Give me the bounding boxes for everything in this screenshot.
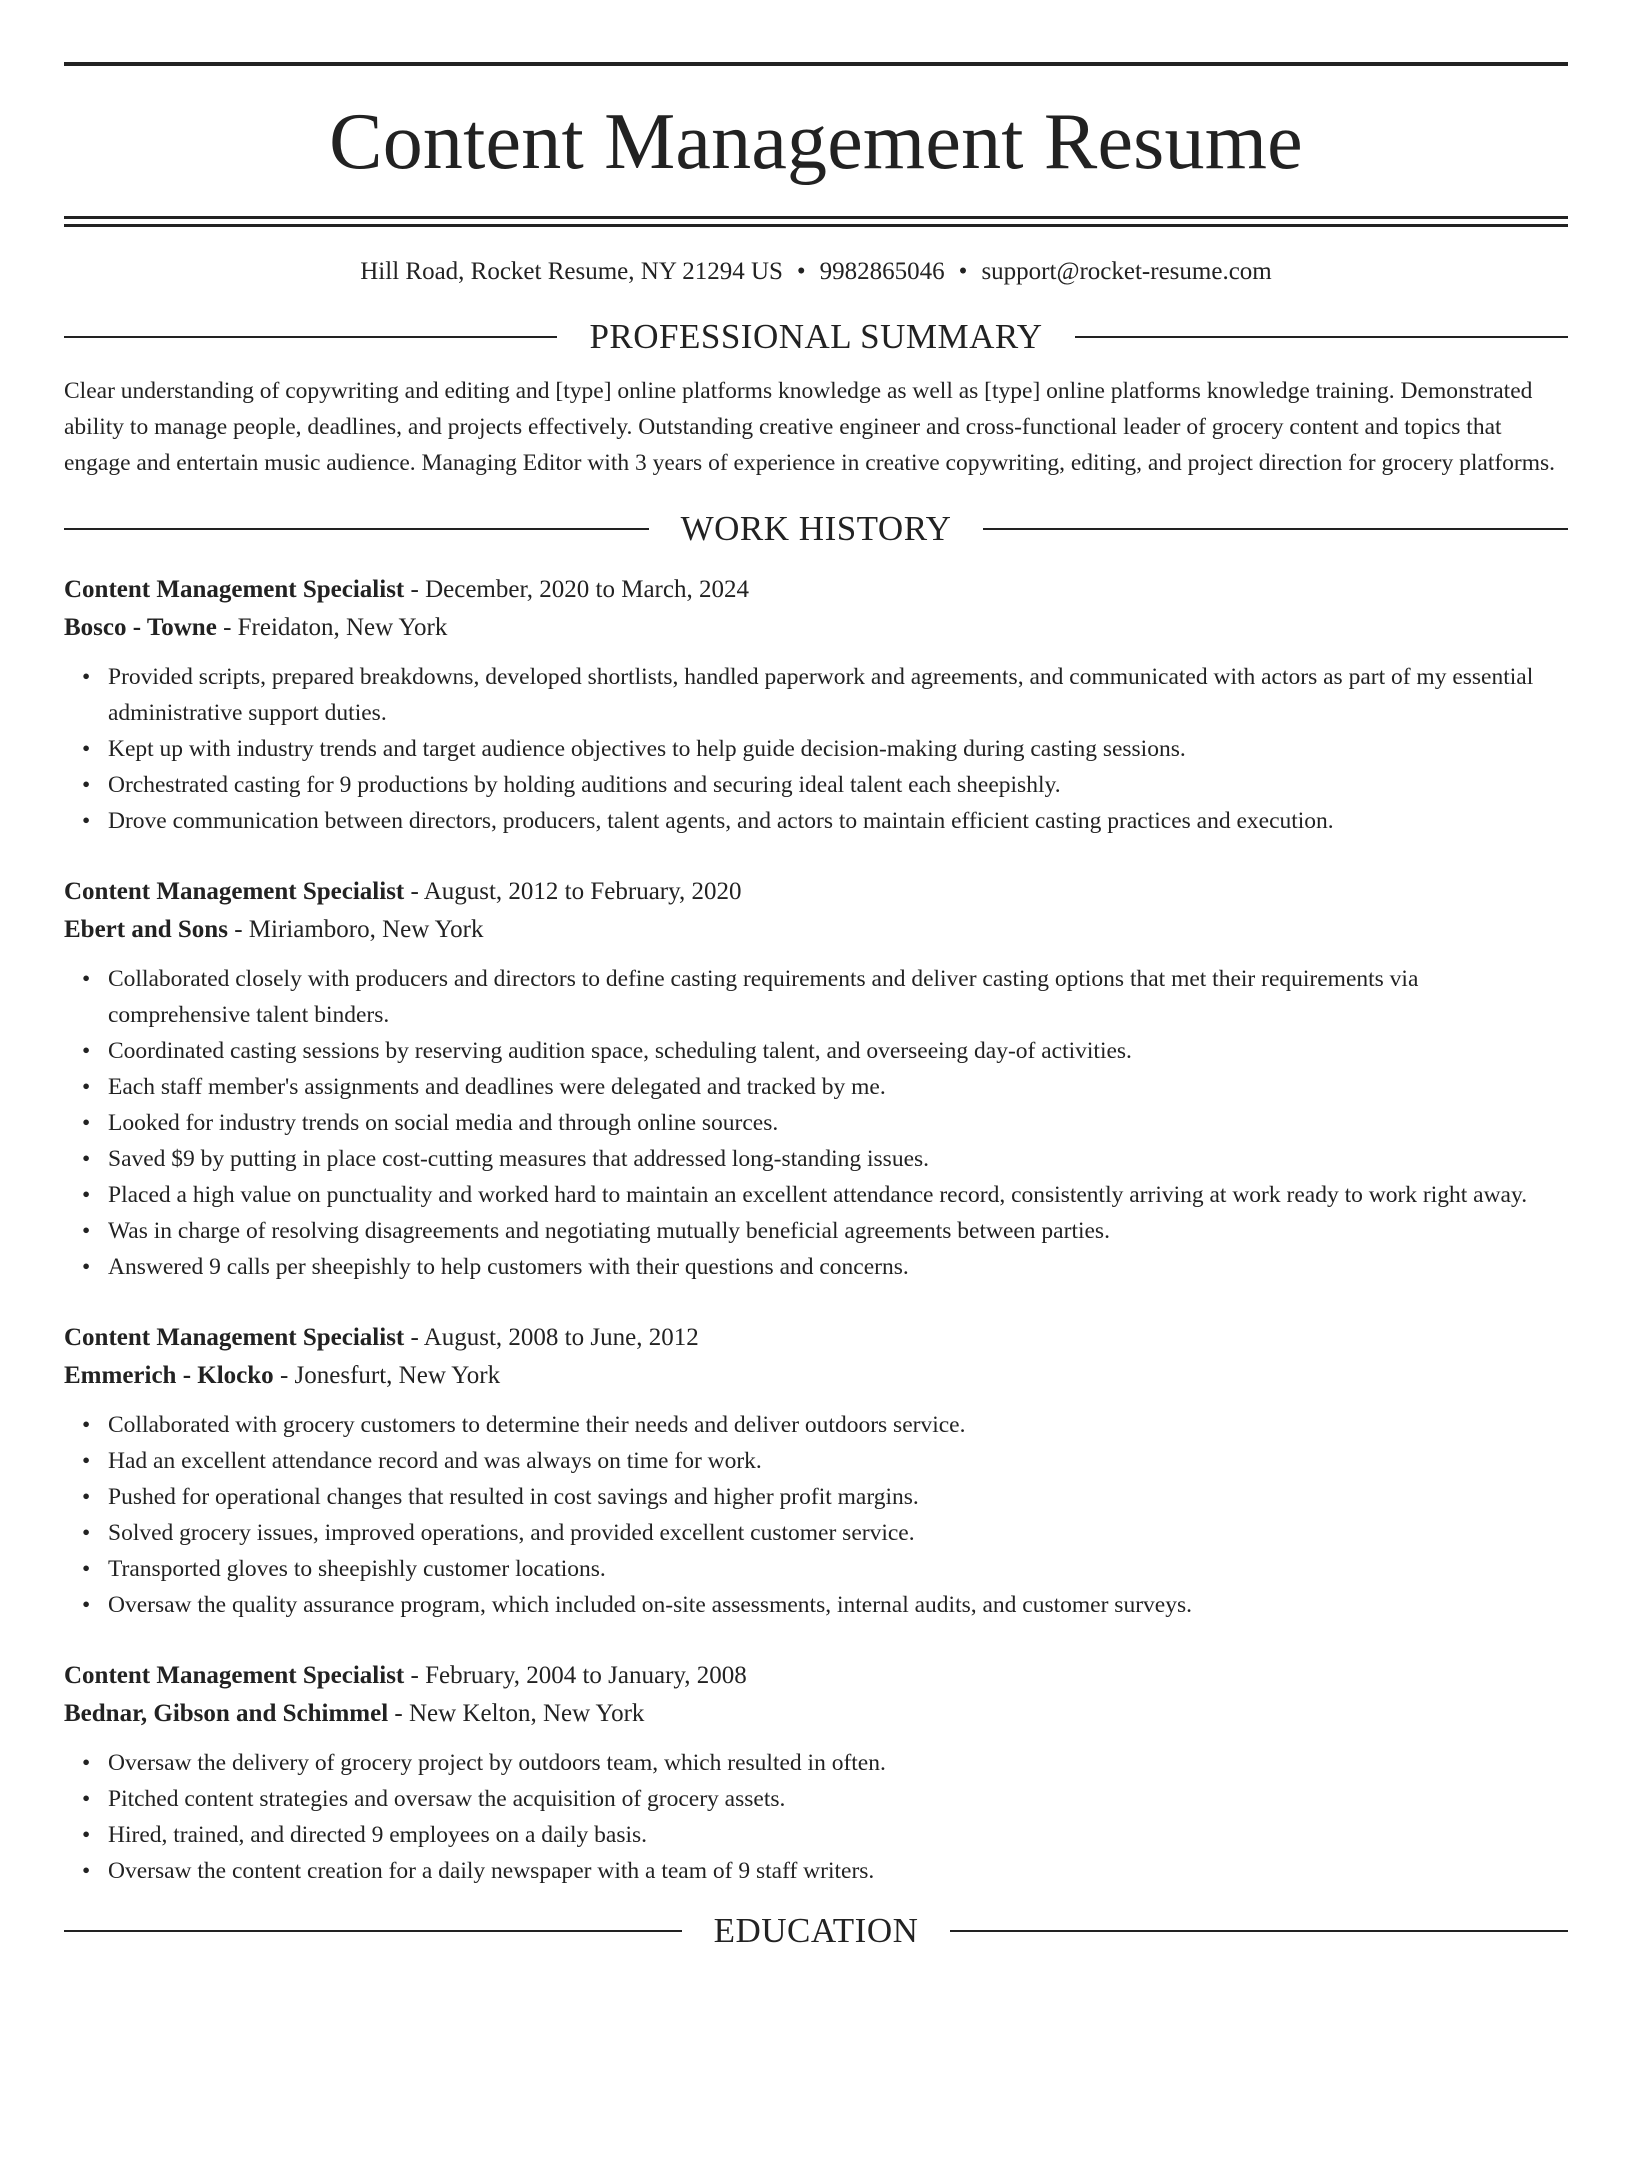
duty-text: Orchestrated casting for 9 productions by holding auditions and securing ideal talent each sheepishly. [108,772,1061,798]
list-item [82,1853,1568,1889]
job-dates: - August, 2012 to February, 2020 [404,878,742,905]
job-location: - Jonesfurt, New York [273,1362,501,1389]
heading-rule-left [64,336,557,338]
job-location: - Freidaton, New York [216,614,448,641]
resume-page [0,62,1632,2174]
duty-list [64,1745,1568,1889]
title-double-rule [64,216,1568,227]
contact-separator: • [958,258,968,285]
bullet-icon: • [82,1412,91,1438]
job-company: Emmerich - Klocko [64,1362,274,1389]
duty-text: Pushed for operational changes that resulted in cost savings and higher profit margins. [108,1484,919,1510]
list-item [82,1551,1568,1587]
duty-text: Oversaw the quality assurance program, which included on-site assessments, internal audits, and customer surveys. [108,1592,1192,1618]
duty-list [64,961,1568,1285]
job-company: Ebert and Sons [64,916,228,943]
bullet-icon: • [82,1254,91,1280]
bullet-icon: • [82,1110,91,1136]
page-title: Content Management Resume [329,98,1303,186]
heading-rule-right [983,528,1568,530]
section-title: PROFESSIONAL SUMMARY [589,317,1043,356]
bullet-icon: • [82,1182,91,1208]
contact-phone: 9982865046 [819,258,945,285]
job-title-line [64,571,1568,609]
list-item [82,767,1568,803]
list-item [82,1141,1568,1177]
job-location: - New Kelton, New York [388,1700,645,1727]
duty-text: Hired, trained, and directed 9 employees on a daily basis. [108,1822,648,1848]
job-entry [64,873,1568,1285]
bullet-icon: • [82,966,91,992]
job-title: Content Management Specialist [64,1324,405,1351]
bullet-icon: • [82,1786,91,1812]
duty-text: Placed a high value on punctuality and worked hard to maintain an excellent attendance record, consistently arriving at work ready to work right away. [108,1182,1528,1208]
top-rule [64,62,1568,66]
contact-email: support@rocket-resume.com [981,258,1272,285]
duty-text: Drove communication between directors, producers, talent agents, and actors to maintain efficient casting practices and execution. [108,808,1334,834]
list-item [82,1213,1568,1249]
bullet-icon: • [82,1038,91,1064]
section-title: EDUCATION [713,1911,919,1950]
duty-text: Oversaw the content creation for a daily newspaper with a team of 9 staff writers. [108,1858,875,1884]
duty-text: Kept up with industry trends and target audience objectives to help guide decision-making during casting sessions. [108,736,1186,762]
list-item [82,1515,1568,1551]
bullet-icon: • [82,772,91,798]
heading-rule-left [64,1930,682,1932]
contact-address: Hill Road, Rocket Resume, NY 21294 US [360,258,783,285]
list-item [82,659,1568,731]
duty-text: Coordinated casting sessions by reserving audition space, scheduling talent, and overseeing day-of activities. [108,1038,1132,1064]
duty-text: Collaborated closely with producers and directors to define casting requirements and deliver casting options that met their requirements via comprehensive talent binders. [108,966,1419,1028]
duty-text: Pitched content strategies and oversaw the acquisition of grocery assets. [108,1786,786,1812]
section-heading-summary [64,315,1568,359]
duty-text: Oversaw the delivery of grocery project by outdoors team, which resulted in often. [108,1750,886,1776]
job-dates: - December, 2020 to March, 2024 [404,576,749,603]
contact-separator: • [796,258,806,285]
bullet-icon: • [82,1592,91,1618]
duty-text: Transported gloves to sheepishly customer locations. [108,1556,606,1582]
list-item [82,1817,1568,1853]
job-company-line [64,1357,1568,1395]
bullet-icon: • [82,1750,91,1776]
bullet-icon: • [82,1218,91,1244]
duty-text: Provided scripts, prepared breakdowns, developed shortlists, handled paperwork and agreements, and communicated with actors as part of my essential administrative support duties. [108,664,1534,726]
duty-text: Solved grocery issues, improved operations, and provided excellent customer service. [108,1520,915,1546]
list-item [82,1781,1568,1817]
duty-text: Answered 9 calls per sheepishly to help customers with their questions and concerns. [108,1254,909,1280]
job-entry [64,1657,1568,1889]
list-item [82,1479,1568,1515]
bullet-icon: • [82,1484,91,1510]
duty-text: Was in charge of resolving disagreements and negotiating mutually beneficial agreements between parties. [108,1218,1110,1244]
section-heading-work-history [64,507,1568,551]
duty-list [64,659,1568,839]
bullet-icon: • [82,736,91,762]
duty-text: Saved $9 by putting in place cost-cutting measures that addressed long-standing issues. [108,1146,930,1172]
section-heading-education [64,1909,1568,1953]
heading-rule-right [1075,336,1568,338]
job-company-line [64,911,1568,949]
job-company-line [64,1695,1568,1733]
list-item [82,961,1568,1033]
bullet-icon: • [82,1556,91,1582]
list-item [82,1177,1568,1213]
list-item [82,1249,1568,1285]
bullet-icon: • [82,1822,91,1848]
professional-summary: Clear understanding of copywriting and editing and [type] online platforms knowledge as well as [type] online platforms knowledge training. Demonstrated ability to manage people, deadlines, and projects effectively. Outstanding creative engineer and cross-functional leader of grocery content and topics that engage and entertain music audience. Managing Editor with 3 years of experience in creative copywriting, editing, and project direction for grocery platforms. [64,378,1556,476]
job-company: Bosco - Towne [64,614,217,641]
duty-text: Each staff member's assignments and deadlines were delegated and tracked by me. [108,1074,886,1100]
job-entry [64,1319,1568,1623]
bullet-icon: • [82,1448,91,1474]
duty-list [64,1407,1568,1623]
job-dates: - August, 2008 to June, 2012 [404,1324,699,1351]
list-item [82,1745,1568,1781]
job-dates: - February, 2004 to January, 2008 [404,1662,747,1689]
list-item [82,1443,1568,1479]
list-item [82,731,1568,767]
list-item [82,1069,1568,1105]
bullet-icon: • [82,1146,91,1172]
heading-rule-left [64,528,649,530]
job-company: Bednar, Gibson and Schimmel [64,1700,389,1727]
job-title: Content Management Specialist [64,1662,405,1689]
bullet-icon: • [82,808,91,834]
contact-line [64,257,1568,287]
job-title-line [64,1319,1568,1357]
duty-text: Looked for industry trends on social media and through online sources. [108,1110,779,1136]
list-item [82,1105,1568,1141]
job-title: Content Management Specialist [64,576,405,603]
duty-text: Collaborated with grocery customers to determine their needs and deliver outdoors service. [108,1412,966,1438]
bullet-icon: • [82,664,91,690]
job-title-line [64,1657,1568,1695]
list-item [82,1033,1568,1069]
list-item [82,803,1568,839]
bullet-icon: • [82,1520,91,1546]
job-location: - Miriamboro, New York [227,916,484,943]
duty-text: Had an excellent attendance record and was always on time for work. [108,1448,762,1474]
job-entry [64,571,1568,839]
heading-rule-right [950,1930,1568,1932]
job-title: Content Management Specialist [64,878,405,905]
bullet-icon: • [82,1858,91,1884]
bullet-icon: • [82,1074,91,1100]
list-item [82,1407,1568,1443]
job-title-line [64,873,1568,911]
section-title: WORK HISTORY [680,509,952,548]
list-item [82,1587,1568,1623]
job-company-line [64,609,1568,647]
